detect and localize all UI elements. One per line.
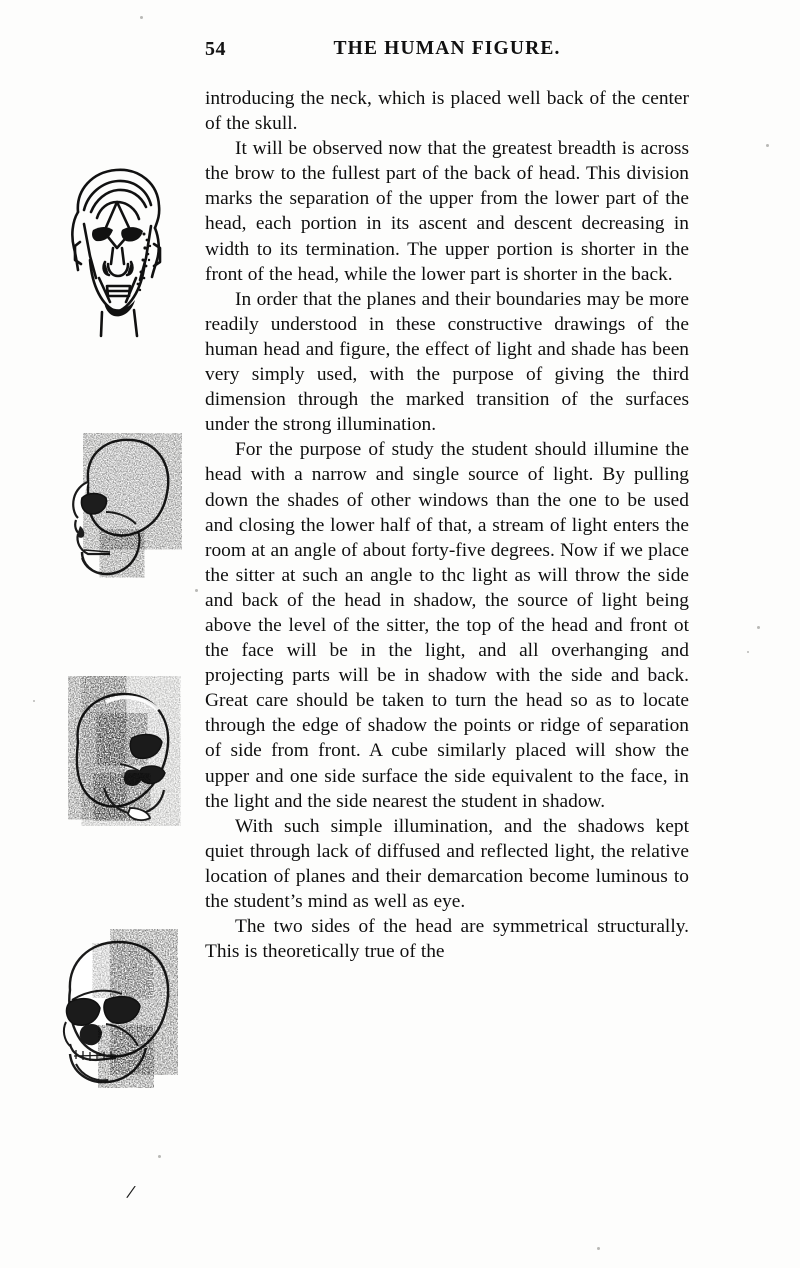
constructive-head-front-illustration: [58, 160, 176, 340]
scan-speckle: [140, 16, 143, 19]
paragraph: With such simple illumination, and the shadows kept quiet through lack of diffused and reflected light, the relative location of planes and their demarcation become luminous to the student’s mind as well as eye.: [205, 815, 689, 912]
scan-speckle: [766, 144, 769, 147]
signature-mark: /: [126, 1181, 135, 1204]
scan-speckle: [158, 1155, 161, 1158]
running-head: [205, 38, 689, 64]
page-number: 54: [205, 38, 226, 60]
running-head-title: THE HUMAN FIGURE.: [333, 38, 561, 59]
paragraph: The two sides of the head are symmetrical structurally. This is theoretically true of the: [205, 916, 689, 963]
scan-speckle: [597, 1247, 600, 1250]
body-text-column: [205, 86, 689, 964]
skull-three-quarter-illustration: [48, 676, 184, 842]
paragraph: In order that the planes and their boundaries may be more readily understood in these constructive drawings of the human head and figure, the effect of light and shade has been very simply used, with the purpose of giving the third dimension through the marked transition of the surfaces under the strong illumination.: [205, 288, 689, 436]
scan-speckle: [757, 626, 760, 629]
scan-speckle: [747, 651, 749, 653]
paragraph: For the purpose of study the student should illumine the head with a narrow and single source of light. By pulling down the shades of other windows than the one to be used and closing the lower half of that, a stream of light enters the room at an angle of about forty-five degrees. Now if we place the sitter at such an angle to thc light as will throw the side and back of the head in shadow, the source of light being above the level of the sitter, the top of the head and front ot the face will be in the light, and all overhanging and projecting parts will be in shadow with the side and back. Great care should be taken to turn the head so as to locate through the edge of shadow the points or ridge of separation of side from front. A cube similarly placed will show the upper and one side surface the side equivalent to the face, in the light and the side nearest the student in shadow.: [205, 439, 689, 812]
skull-profile-illustration: [52, 424, 182, 584]
scan-speckle: [33, 700, 35, 702]
paragraph: introducing the neck, which is placed well back of the center of the skull.: [205, 88, 689, 135]
skull-front-illustration: [44, 926, 184, 1092]
paragraph: It will be observed now that the greatest breadth is across the brow to the fullest part of the back of head. This division marks the separation of the upper from the lower part of the head, each portion in its ascent and descent decreasing in width to its termination. The upper portion is shorter in the front of the head, while the lower part is shorter in the back.: [205, 138, 689, 285]
scan-speckle: [195, 589, 198, 592]
